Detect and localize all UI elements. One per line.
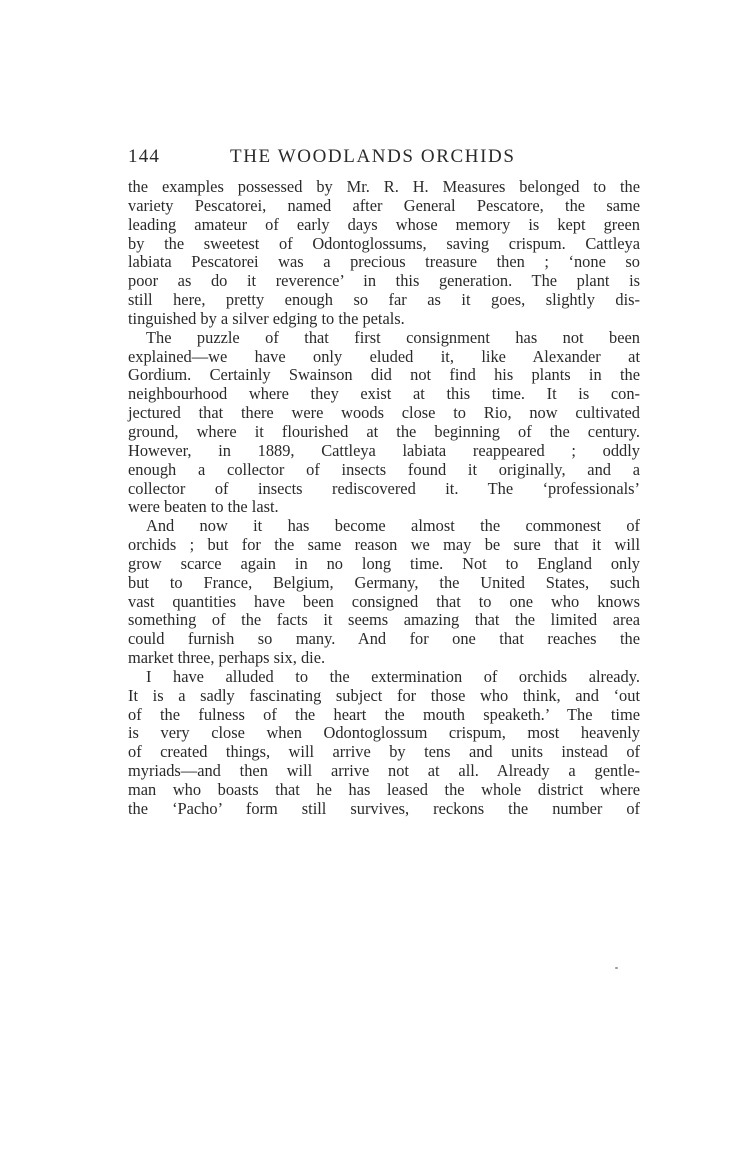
text-line: explained—we have only eluded it, like Alexander at bbox=[128, 346, 640, 366]
text-line: I have alluded to the extermination of orchids already. bbox=[146, 666, 640, 686]
running-head bbox=[128, 144, 640, 178]
text-line: enough a collector of insects found it originally, and a bbox=[128, 459, 640, 479]
text-line: variety Pescatorei, named after General Pescatore, the same bbox=[128, 195, 640, 215]
text-line: tinguished by a silver edging to the petals. bbox=[128, 308, 405, 328]
text-line: However, in 1889, Cattleya labiata reappeared ; oddly bbox=[128, 440, 640, 460]
text-line: were beaten to the last. bbox=[128, 497, 279, 517]
paper-speck bbox=[615, 967, 618, 969]
text-line: ground, where it flourished at the beginning of the century. bbox=[128, 421, 640, 441]
book-page bbox=[128, 144, 640, 819]
text-line: jectured that there were woods close to Rio, now cultivated bbox=[128, 403, 640, 423]
text-line: grow scarce again in no long time. Not to England only bbox=[128, 553, 640, 573]
text-line: Gordium. Certainly Swainson did not find his plants in the bbox=[128, 365, 640, 385]
body-text bbox=[128, 178, 640, 819]
text-line: could furnish so many. And for one that reaches the bbox=[128, 629, 640, 649]
text-line: The puzzle of that first consignment has not been bbox=[146, 327, 640, 347]
text-line: man who boasts that he has leased the whole district where bbox=[128, 780, 640, 799]
text-line: something of the facts it seems amazing that the limited area bbox=[128, 610, 640, 630]
text-line: of created things, will arrive by tens and units instead of bbox=[128, 742, 640, 762]
text-line: still here, pretty enough so far as it goes, slightly dis- bbox=[128, 290, 640, 310]
running-title: THE WOODLANDS ORCHIDS bbox=[230, 146, 516, 167]
text-line: the examples possessed by Mr. R. H. Measures belonged to the bbox=[128, 177, 640, 196]
text-line: but to France, Belgium, Germany, the United States, such bbox=[128, 572, 640, 592]
page-number: 144 bbox=[128, 146, 161, 167]
text-line: It is a sadly fascinating subject for those who think, and ‘out bbox=[128, 685, 640, 705]
text-line: myriads—and then will arrive not at all. Already a gentle- bbox=[128, 761, 640, 781]
text-line: of the fulness of the heart the mouth speaketh.’ The time bbox=[128, 704, 640, 724]
text-line: labiata Pescatorei was a precious treasure then ; ‘none so bbox=[128, 252, 640, 272]
text-line: is very close when Odontoglossum crispum, most heavenly bbox=[128, 723, 640, 743]
text-line: the ‘Pacho’ form still survives, reckons the number of bbox=[128, 798, 640, 818]
text-line: vast quantities have been consigned that to one who knows bbox=[128, 591, 640, 611]
text-line: neighbourhood where they exist at this time. It is con- bbox=[128, 384, 640, 404]
text-line: collector of insects rediscovered it. The ‘professionals’ bbox=[128, 478, 640, 498]
text-line: market three, perhaps six, die. bbox=[128, 648, 326, 668]
text-line: And now it has become almost the commonest of bbox=[146, 516, 640, 536]
text-line: leading amateur of early days whose memory is kept green bbox=[128, 214, 640, 234]
text-line: orchids ; but for the same reason we may be sure that it will bbox=[128, 535, 640, 555]
text-line: by the sweetest of Odontoglossums, saving crispum. Cattleya bbox=[128, 233, 640, 253]
text-line: poor as do it reverence’ in this generation. The plant is bbox=[128, 271, 640, 291]
